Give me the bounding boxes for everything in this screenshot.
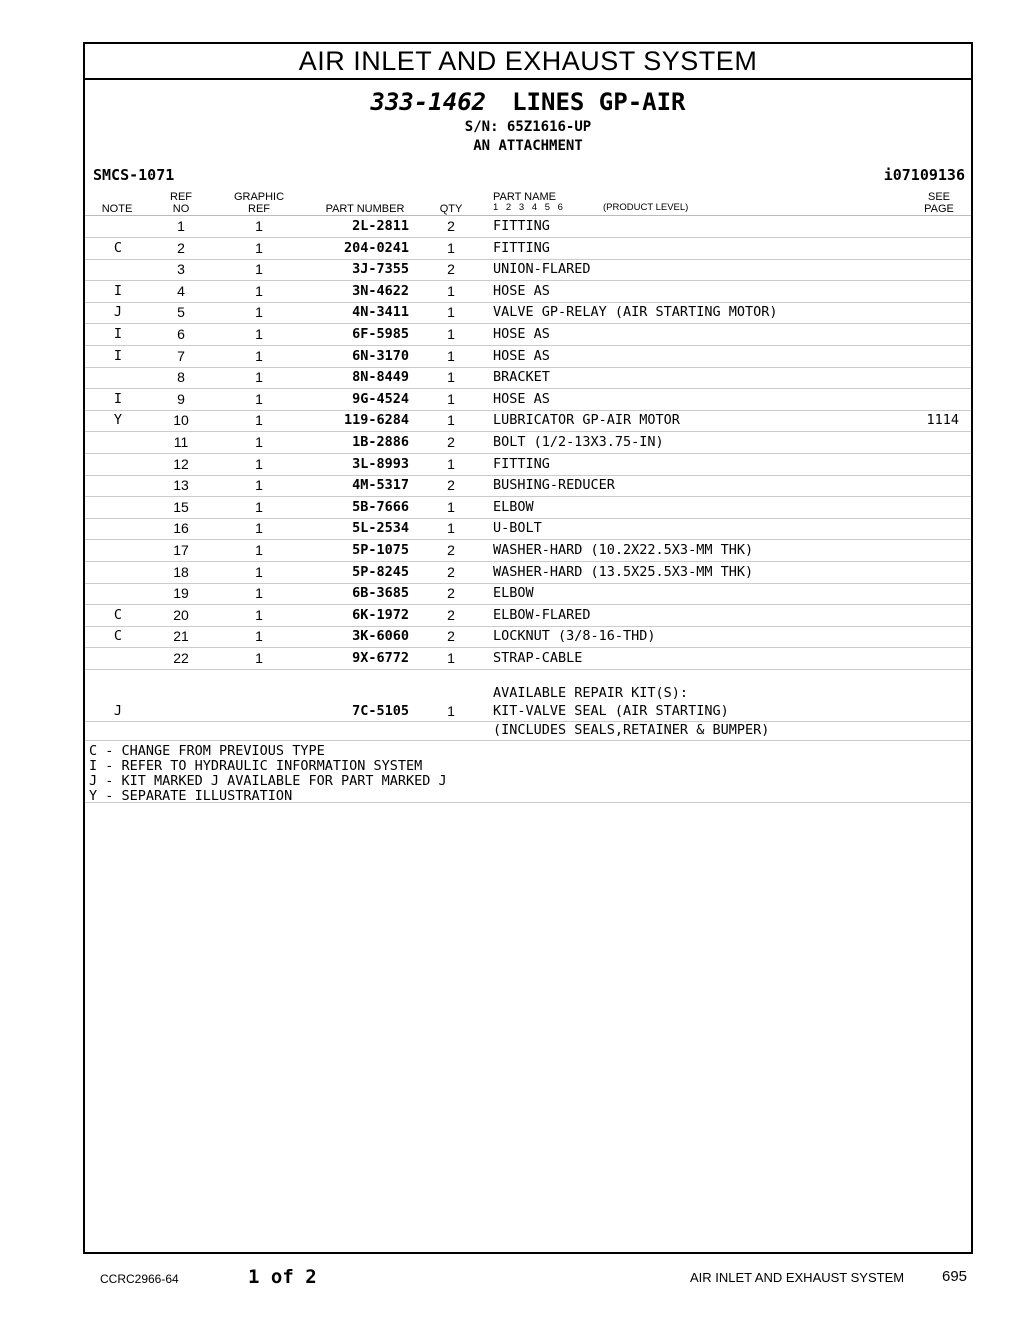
row-part-number: 5P-1075 — [352, 542, 409, 558]
row-part-name: FITTING — [493, 218, 550, 234]
row-ref-no: 11 — [173, 434, 189, 450]
row-note: C — [113, 606, 123, 623]
table-row — [85, 540, 971, 562]
row-graphic-ref: 1 — [255, 628, 263, 645]
row-note: I — [113, 282, 123, 299]
header-ref-top: REF — [170, 191, 192, 203]
row-part-number: 6B-3685 — [352, 585, 409, 602]
row-qty: 1 — [447, 650, 455, 666]
repair-kit-row — [85, 701, 971, 722]
row-qty: 1 — [447, 520, 455, 537]
row-part-name: LUBRICATOR GP-AIR MOTOR — [493, 412, 680, 429]
row-graphic-ref: 1 — [255, 218, 263, 234]
row-qty: 2 — [447, 585, 455, 602]
row-part-name: HOSE AS — [493, 326, 550, 342]
row-graphic-ref: 1 — [255, 498, 263, 515]
row-ref-no: 13 — [173, 477, 189, 494]
row-note: C — [113, 239, 123, 256]
table-row — [85, 475, 971, 497]
repair-kit-heading: AVAILABLE REPAIR KIT(S): — [493, 685, 689, 701]
note-i: I - REFER TO HYDRAULIC INFORMATION SYSTEM — [89, 758, 423, 774]
row-qty: 2 — [447, 218, 455, 234]
row-qty: 1 — [447, 369, 455, 386]
header-part-number: PART NUMBER — [325, 203, 405, 215]
kit-note: J — [113, 703, 123, 719]
row-part-number: 5B-7666 — [352, 498, 409, 515]
row-part-name: UNION-FLARED — [493, 261, 591, 278]
table-row — [85, 518, 971, 540]
document-id: CCRC2966-64 — [100, 1272, 179, 1286]
row-part-number: 4M-5317 — [352, 477, 409, 494]
row-part-name: HOSE AS — [493, 390, 550, 407]
row-graphic-ref: 1 — [255, 455, 263, 472]
row-part-number: 9X-6772 — [352, 650, 409, 666]
parts-page-frame — [83, 42, 973, 1254]
row-qty: 1 — [447, 282, 455, 299]
header-product-level: (PRODUCT LEVEL) — [603, 202, 689, 213]
row-graphic-ref: 1 — [255, 520, 263, 537]
group-name: LINES GP-AIR — [512, 88, 686, 116]
table-row — [85, 626, 971, 648]
row-graphic-ref: 1 — [255, 585, 263, 602]
header-ref-bottom: NO — [172, 203, 190, 215]
note-y: Y - SEPARATE ILLUSTRATION — [89, 788, 293, 804]
row-part-number: 119-6284 — [343, 412, 409, 429]
table-row — [85, 302, 971, 324]
row-ref-no: 5 — [177, 304, 185, 321]
table-row — [85, 367, 971, 389]
row-see-page: 1114 — [926, 412, 959, 429]
row-part-number: 3J-7355 — [352, 261, 409, 278]
row-graphic-ref: 1 — [255, 304, 263, 321]
row-qty: 2 — [447, 563, 455, 580]
header-see-bottom: PAGE — [924, 203, 954, 215]
row-part-number: 3L-8993 — [352, 455, 409, 472]
row-note: J — [113, 304, 123, 321]
row-part-name: LOCKNUT (3/8-16-THD) — [493, 628, 656, 645]
row-part-number: 1B-2886 — [352, 434, 409, 450]
row-part-number: 204-0241 — [343, 239, 409, 256]
table-row — [85, 432, 971, 454]
table-row — [85, 216, 971, 238]
row-qty: 2 — [447, 477, 455, 494]
header-graphic-bottom: REF — [248, 203, 270, 215]
row-graphic-ref: 1 — [255, 412, 263, 429]
row-graphic-ref: 1 — [255, 434, 263, 450]
row-ref-no: 1 — [177, 218, 185, 234]
row-part-name: FITTING — [493, 455, 550, 472]
row-ref-no: 3 — [177, 261, 185, 278]
row-ref-no: 22 — [173, 650, 189, 666]
table-row — [85, 259, 971, 281]
row-part-number: 5P-8245 — [352, 563, 409, 580]
row-part-name: STRAP-CABLE — [493, 650, 583, 666]
row-note: I — [113, 326, 123, 342]
row-part-name: ELBOW — [493, 585, 534, 602]
header-part-name: PART NAME — [493, 191, 556, 203]
row-part-number: 3N-4622 — [352, 282, 409, 299]
header-note: NOTE — [101, 203, 133, 215]
serial-number: S/N: 65Z1616-UP — [464, 119, 592, 135]
group-part-number: 333-1462 — [370, 88, 487, 116]
row-note: C — [113, 628, 123, 645]
note-j: J - KIT MARKED J AVAILABLE FOR PART MARKED J — [89, 773, 447, 789]
row-qty: 1 — [447, 390, 455, 407]
row-part-number: 4N-3411 — [352, 304, 409, 321]
row-qty: 1 — [447, 326, 455, 342]
repair-kit-includes-row — [85, 722, 971, 741]
illustration-id: i07109136 — [883, 166, 965, 184]
row-ref-no: 16 — [173, 520, 189, 537]
note-c: C - CHANGE FROM PREVIOUS TYPE — [89, 743, 325, 759]
row-part-name: BUSHING-REDUCER — [493, 477, 615, 494]
table-row — [85, 389, 971, 411]
smcs-code: SMCS-1071 — [93, 166, 175, 184]
row-part-name: ELBOW — [493, 498, 534, 515]
page-of-indicator: 1 of 2 — [248, 1266, 317, 1288]
row-ref-no: 21 — [173, 628, 189, 645]
row-part-name: VALVE GP-RELAY (AIR STARTING MOTOR) — [493, 304, 778, 321]
row-graphic-ref: 1 — [255, 542, 263, 558]
row-graphic-ref: 1 — [255, 563, 263, 580]
footer-section-title: AIR INLET AND EXHAUST SYSTEM — [690, 1270, 905, 1285]
row-graphic-ref: 1 — [255, 390, 263, 407]
row-part-number: 8N-8449 — [352, 369, 409, 386]
row-note: I — [113, 390, 123, 407]
notes-legend — [89, 744, 447, 804]
table-row — [85, 324, 971, 346]
row-qty: 2 — [447, 434, 455, 450]
table-row — [85, 497, 971, 519]
row-part-name: BRACKET — [493, 369, 550, 386]
row-part-name: ELBOW-FLARED — [493, 606, 591, 623]
row-ref-no: 8 — [177, 369, 185, 386]
section-title: AIR INLET AND EXHAUST SYSTEM — [85, 44, 971, 80]
row-note: I — [113, 347, 123, 364]
kit-qty: 1 — [447, 703, 455, 719]
table-row — [85, 648, 971, 670]
row-graphic-ref: 1 — [255, 606, 263, 623]
row-part-number: 3K-6060 — [352, 628, 409, 645]
table-row — [85, 583, 971, 605]
table-row — [85, 605, 971, 627]
kit-includes: (INCLUDES SEALS,RETAINER & BUMPER) — [493, 722, 770, 738]
row-note: Y — [113, 412, 123, 429]
row-part-name: WASHER-HARD (10.2X22.5X3-MM THK) — [493, 542, 754, 558]
row-graphic-ref: 1 — [255, 239, 263, 256]
row-part-number: 5L-2534 — [352, 520, 409, 537]
row-graphic-ref: 1 — [255, 282, 263, 299]
row-part-name: HOSE AS — [493, 282, 550, 299]
row-part-number: 6F-5985 — [352, 326, 409, 342]
row-qty: 1 — [447, 498, 455, 515]
header-qty: QTY — [439, 203, 463, 215]
row-ref-no: 12 — [173, 455, 189, 472]
row-ref-no: 10 — [173, 412, 189, 429]
row-qty: 1 — [447, 412, 455, 429]
row-ref-no: 18 — [173, 563, 189, 580]
row-part-name: HOSE AS — [493, 347, 550, 364]
row-part-number: 6K-1972 — [352, 606, 409, 623]
repair-kit-heading-row — [85, 683, 971, 700]
row-ref-no: 17 — [173, 542, 189, 558]
table-row — [85, 346, 971, 368]
kit-name: KIT-VALVE SEAL (AIR STARTING) — [493, 703, 729, 719]
row-ref-no: 6 — [177, 326, 185, 342]
row-graphic-ref: 1 — [255, 261, 263, 278]
row-qty: 2 — [447, 628, 455, 645]
row-part-name: BOLT (1/2-13X3.75-IN) — [493, 434, 664, 450]
row-part-name: U-BOLT — [493, 520, 542, 537]
row-qty: 2 — [447, 542, 455, 558]
row-ref-no: 20 — [173, 606, 189, 623]
row-qty: 1 — [447, 304, 455, 321]
row-graphic-ref: 1 — [255, 477, 263, 494]
row-graphic-ref: 1 — [255, 347, 263, 364]
row-qty: 2 — [447, 606, 455, 623]
row-qty: 1 — [447, 455, 455, 472]
table-row — [85, 454, 971, 476]
table-row — [85, 410, 971, 432]
row-part-number: 9G-4524 — [352, 390, 409, 407]
row-graphic-ref: 1 — [255, 650, 263, 666]
row-ref-no: 7 — [177, 347, 185, 364]
row-ref-no: 19 — [173, 585, 189, 602]
row-qty: 2 — [447, 261, 455, 278]
row-ref-no: 15 — [173, 498, 189, 515]
page-number: 695 — [942, 1268, 968, 1285]
row-ref-no: 2 — [177, 239, 185, 256]
row-part-number: 6N-3170 — [352, 347, 409, 364]
header-see-top: SEE — [927, 191, 950, 203]
row-qty: 1 — [447, 347, 455, 364]
row-part-number: 2L-2811 — [352, 218, 409, 234]
kit-part-number: 7C-5105 — [352, 703, 409, 719]
table-row — [85, 562, 971, 584]
row-part-name: WASHER-HARD (13.5X25.5X3-MM THK) — [493, 563, 754, 580]
row-qty: 1 — [447, 239, 455, 256]
row-graphic-ref: 1 — [255, 369, 263, 386]
row-graphic-ref: 1 — [255, 326, 263, 342]
notes-divider — [85, 802, 971, 803]
table-row — [85, 281, 971, 303]
header-graphic-top: GRAPHIC — [233, 191, 285, 203]
row-ref-no: 4 — [177, 282, 185, 299]
attachment-label: AN ATTACHMENT — [473, 138, 583, 154]
table-row — [85, 238, 971, 260]
row-part-name: FITTING — [493, 239, 550, 256]
group-title — [85, 88, 971, 116]
row-ref-no: 9 — [177, 390, 185, 407]
header-levels: 1 2 3 4 5 6 — [493, 202, 563, 213]
